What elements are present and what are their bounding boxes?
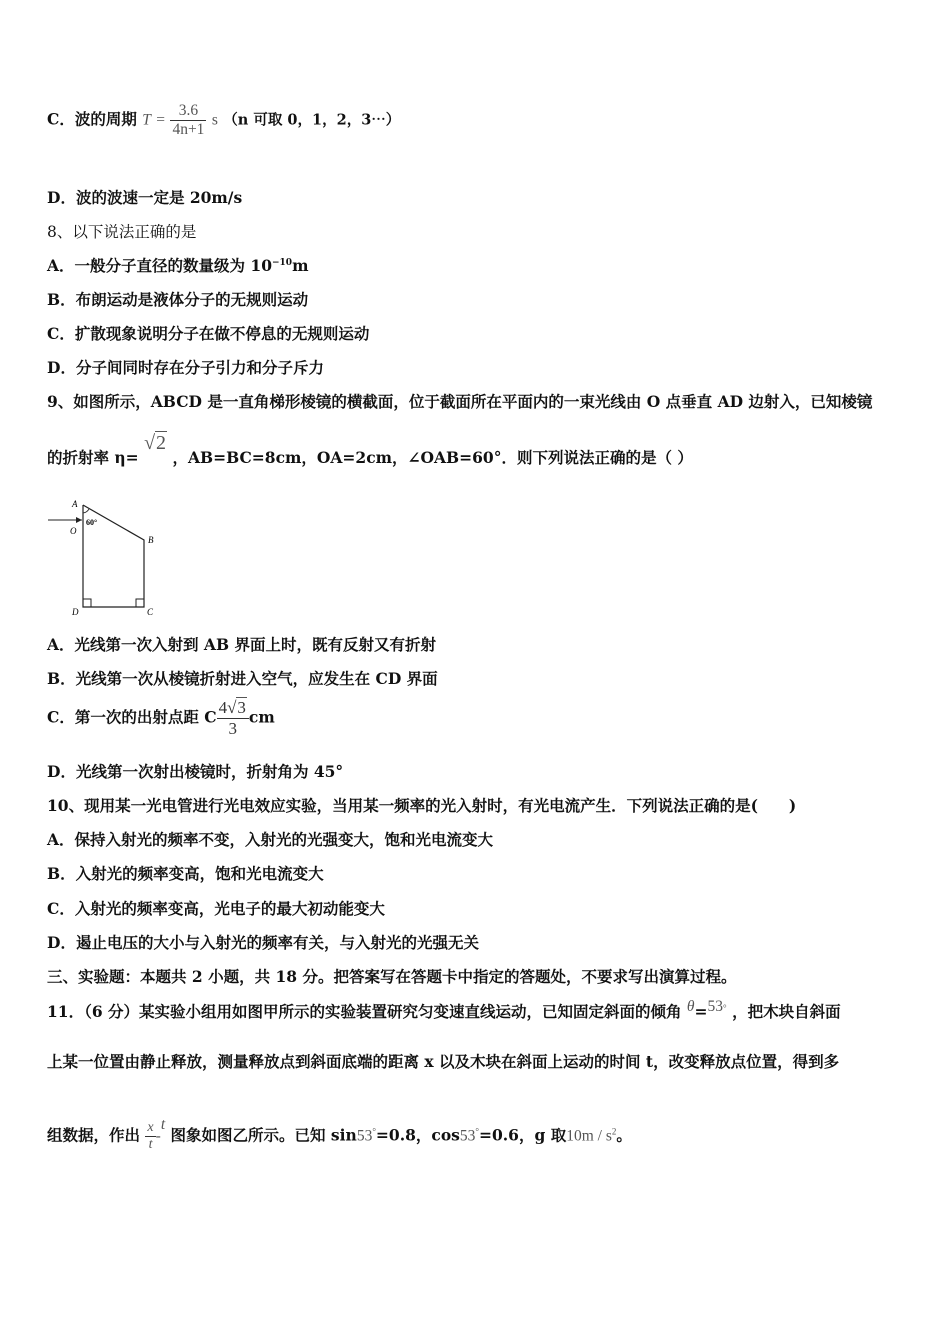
period-fraction xyxy=(170,102,206,139)
q7-c-label: C．波的周期 xyxy=(47,109,137,129)
label-d: D xyxy=(72,607,79,617)
label-a: A xyxy=(72,499,78,509)
q9-stem-line1: 9、如图所示，ABCD 是一直角梯形棱镜的横截面，位于截面所在平面内的一束光线由 O 点垂直 AD 边射入，已知棱镜 xyxy=(47,392,873,411)
q9-stem-prefix: 的折射率 η= xyxy=(47,448,139,467)
q10-option-c: C．入射光的频率变高，光电子的最大初动能变大 xyxy=(47,899,385,918)
ray-arrowhead xyxy=(76,517,82,523)
q8-option-a xyxy=(47,254,308,276)
q8-a-unit: m xyxy=(292,256,309,275)
q9-stem-suffix: ，AB=BC=8cm，OA=2cm，∠OAB=60°．则下列说法正确的是（ ） xyxy=(172,448,693,467)
right-angle-c xyxy=(136,599,144,607)
fraction-t: t xyxy=(145,1136,155,1153)
numerator-coef: 4 xyxy=(218,698,228,717)
q11-line1 xyxy=(47,1000,841,1022)
q11-line2: 上某一位置由静止释放，测量释放点到斜面底端的距离 x 以及木块在斜面上运动的时间 t，改变释放点位置，得到多 xyxy=(47,1052,840,1071)
gravity-value: 10m / s xyxy=(566,1127,612,1145)
q11-sin-label: 图象如图乙所示。已知 sin xyxy=(170,1125,357,1145)
sqrt-2: √2 xyxy=(144,432,167,454)
q8-option-b: B．布朗运动是液体分子的无规则运动 xyxy=(47,290,309,309)
sqrt-radicand: 2 xyxy=(156,432,167,454)
q9-option-a: A．光线第一次入射到 AB 界面上时，既有反射又有折射 xyxy=(47,635,436,654)
q7-option-c xyxy=(47,102,400,139)
distance-fraction xyxy=(217,698,249,739)
q11-line1-suffix: ，把木块自斜面 xyxy=(732,1002,841,1021)
period-numerator: 3.6 xyxy=(178,102,199,119)
section-3-heading: 三、实验题：本题共 2 小题，共 18 分。把答案写在答题卡中指定的答题处，不要求写出演算过程。 xyxy=(47,967,737,986)
q9-c-unit: cm xyxy=(248,707,275,727)
q10-option-d: D．遏止电压的大小与入射光的频率有关，与入射光的光强无关 xyxy=(47,933,479,952)
q8-option-d: D．分子间同时存在分子引力和分子斥力 xyxy=(47,358,324,377)
q8-a-exponent: −10 xyxy=(272,257,293,268)
q10-option-a: A．保持入射光的频率不变，入射光的光强变大，饱和光电流变大 xyxy=(47,830,494,849)
gravity-exponent: 2 xyxy=(611,1126,617,1137)
distance-numerator: 4√3 xyxy=(218,698,246,717)
numerator-radicand: 3 xyxy=(237,698,246,717)
period-denominator: 4n+1 xyxy=(172,121,205,138)
q7-c-suffix: （n 可取 0，1，2，3⋯） xyxy=(223,111,401,129)
x-over-t-fraction xyxy=(145,1120,155,1153)
q11-line1-text: 11．（6 分）某实验小组用如图甲所示的实验装置研究匀变速直线运动，已知固定斜面的倾角 xyxy=(47,1002,682,1021)
right-angle-d xyxy=(83,599,91,607)
dash-symbol: - xyxy=(155,1127,161,1145)
prism-diagram xyxy=(44,495,164,620)
fraction-x: x xyxy=(147,1120,154,1135)
label-o: O xyxy=(70,526,77,536)
sin-angle: 53 xyxy=(356,1127,373,1145)
theta-symbol: θ xyxy=(686,998,695,1015)
sin-value: =0.8，cos xyxy=(375,1125,460,1145)
theta-equals: = xyxy=(694,1002,708,1021)
q9-stem-line2 xyxy=(47,432,693,469)
q11-end: 。 xyxy=(616,1125,632,1145)
q8-stem: 8、以下说法正确的是 xyxy=(47,223,197,241)
degree-mark: ° xyxy=(723,1002,727,1013)
q10-stem: 10、现用某一光电管进行光电效应实验，当用某一频率的光入射时，有光电流产生．下列说法正确的是( ) xyxy=(47,796,797,815)
equals-sign: = xyxy=(156,111,166,129)
cos-angle: 53 xyxy=(459,1127,476,1145)
q8-a-text: A．一般分子直径的数量级为 10 xyxy=(47,256,272,275)
q9-option-c xyxy=(47,698,275,739)
q8-option-c: C．扩散现象说明分子在做不停息的无规则运动 xyxy=(47,324,370,343)
angle-label: 60° xyxy=(86,518,98,527)
angle-arc xyxy=(83,509,89,513)
q9-option-b: B．光线第一次从棱镜折射进入空气，应发生在 CD 界面 xyxy=(47,669,438,688)
cos-value: =0.6，g 取 xyxy=(479,1125,567,1145)
label-c: C xyxy=(147,607,154,617)
distance-denominator: 3 xyxy=(217,718,249,739)
label-b: B xyxy=(148,535,154,545)
q11-line3: 组数据，作出 $\frac{x}{t}$ -t 图象如图乙所示。已知 sin53°=0.8，cos53°=0.6，g 取$10m / s^2$。 xyxy=(47,1115,632,1152)
q11-line3-text: 组数据，作出 xyxy=(47,1125,141,1145)
t-symbol: t xyxy=(160,1115,166,1133)
q9-option-d: D．光线第一次射出棱镜时，折射角为 45° xyxy=(47,762,344,781)
q7-option-d: D．波的波速一定是 20m/s xyxy=(47,188,243,207)
period-unit: s xyxy=(211,111,218,129)
period-symbol: T xyxy=(142,111,151,129)
q10-option-b: B．入射光的频率变高，饱和光电流变大 xyxy=(47,864,324,883)
angle-value: 53 xyxy=(707,998,724,1015)
q9-c-text: C．第一次的出射点距 C xyxy=(47,707,217,727)
